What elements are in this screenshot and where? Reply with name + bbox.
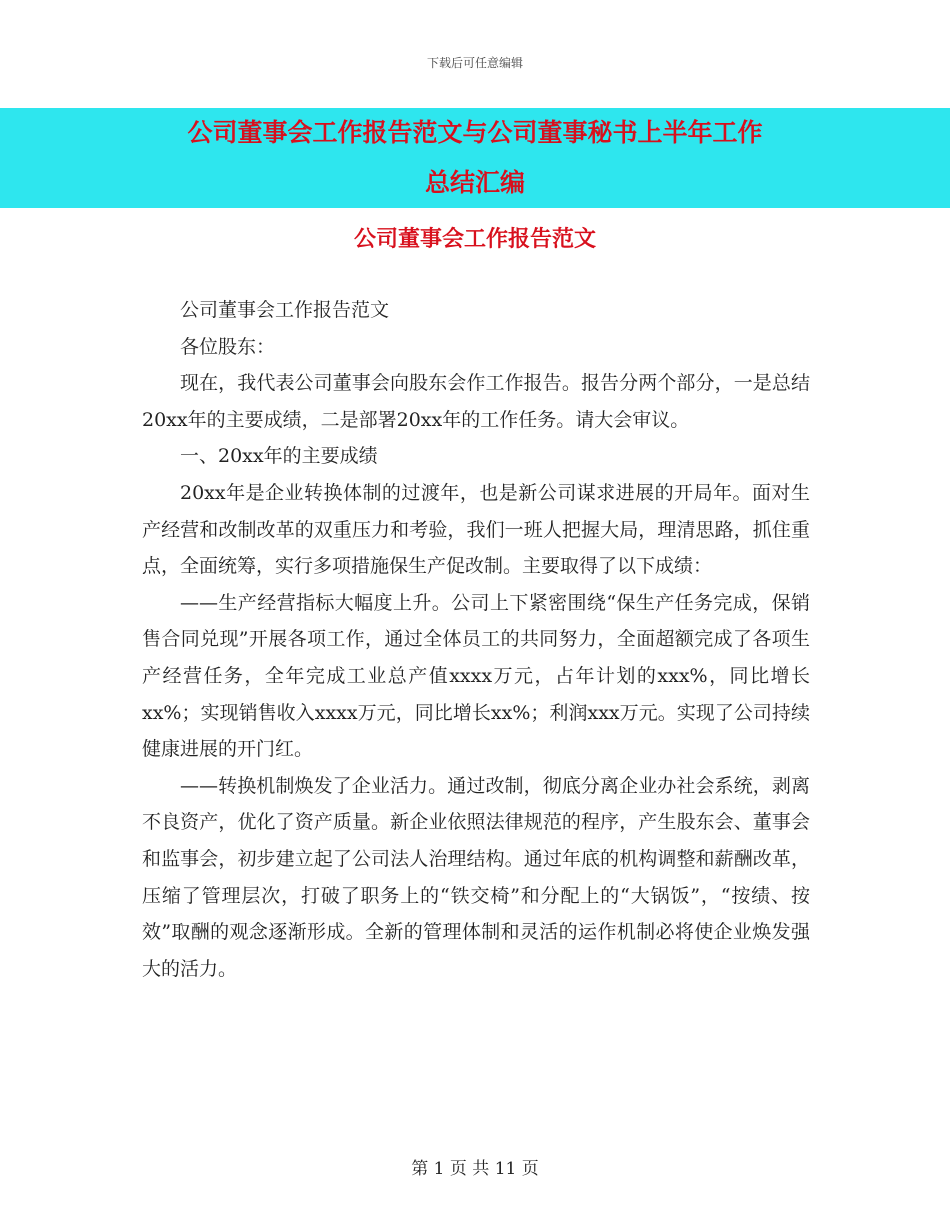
- paragraph: ——转换机制焕发了企业活力。通过改制，彻底分离企业办社会系统，剥离不良资产，优化了资产质量。新企业依照法律规范的程序，产生股东会、董事会和监事会，初步建立起了公司法人治理结构。通过年底的机构调整和薪酬改革，压缩了管理层次，打破了职务上的“铁交椅”和分配上的“大锅饭”，“按绩、按效”取酬的观念逐渐形成。全新的管理体制和灵活的运作机制必将使企业焕发强大的活力。: [142, 774, 810, 980]
- paragraph: ——生产经营指标大幅度上升。公司上下紧密围绕“保生产任务完成，保销售合同兑现”开展各项工作，通过全体员工的共同努力，全面超额完成了各项生产经营任务，全年完成工业总产值xxxx万元，占年计划的xxx%，同比增长xx%；实现销售收入xxxx万元，同比增长xx%；利润xxx万元。实现了公司持续健康进展的开门红。: [142, 591, 810, 761]
- page-footer: 第 1 页 共 11 页: [411, 1159, 539, 1179]
- document-body: [142, 292, 810, 987]
- paragraph: 现在，我代表公司董事会向股东会作工作报告。报告分两个部分，一是总结20xx年的主要成绩，二是部署20xx年的工作任务。请大会审议。: [142, 372, 810, 431]
- header-note: 下载后可任意编辑: [426, 56, 523, 70]
- document-title: [0, 108, 950, 208]
- section-title: 公司董事会工作报告范文: [353, 227, 596, 252]
- document-title-line-2: 总结汇编: [424, 168, 525, 197]
- paragraph: 各位股东：: [180, 335, 276, 358]
- paragraph: 公司董事会工作报告范文: [180, 299, 390, 321]
- document-title-line-1: 公司董事会工作报告范文与公司董事秘书上半年工作: [187, 118, 763, 147]
- paragraph: 20xx年是企业转换体制的过渡年，也是新公司谋求进展的开局年。面对生产经营和改制改革的双重压力和考验，我们一班人把握大局，理清思路，抓住重点，全面统筹，实行多项措施保生产促改制。主要取得了以下成绩：: [142, 481, 810, 578]
- paragraph: 一、20xx年的主要成绩: [180, 445, 378, 468]
